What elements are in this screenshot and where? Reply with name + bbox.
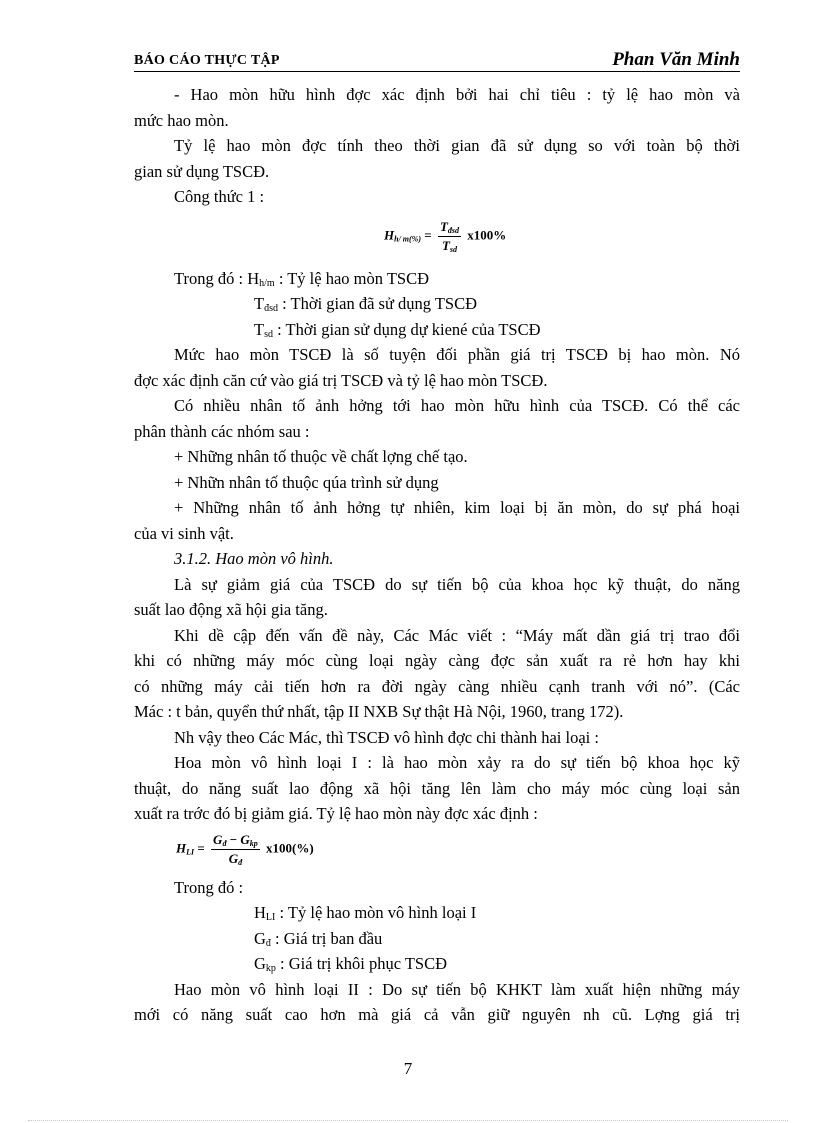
bullet-line: của vi sinh vật. bbox=[134, 523, 234, 543]
formula-2-lhs-sub: LI bbox=[186, 846, 195, 856]
formula-label: Công thức 1 : bbox=[174, 187, 265, 206]
report-title: BÁO CÁO THỰC TẬP bbox=[134, 53, 280, 68]
page-bottom-divider bbox=[28, 1120, 788, 1121]
paragraph-line: Mác : t bản, quyển thứ nhất, tập II NXB Sự thật Hà Nội, 1960, trang 172). bbox=[134, 702, 624, 721]
paragraph-line: thuật, do năng suất lao động xã hội tăng lên làm cho máy móc cùng loại sản bbox=[134, 778, 740, 798]
formula-1-fraction bbox=[438, 218, 461, 255]
definition-line: $T_{đsd}$ : Thời gian đã sử dụng TSCĐ bbox=[254, 294, 478, 314]
formula-1-denominator-sub: sd bbox=[449, 244, 458, 254]
formula-1-denominator: T bbox=[441, 237, 450, 253]
formula-2 bbox=[134, 827, 740, 875]
section-heading: 3.1.2. Hao mòn vô hình. bbox=[174, 549, 334, 568]
definition-intro: Trong đó : bbox=[174, 877, 244, 897]
formula-1-lhs: H bbox=[384, 226, 395, 242]
formula-1-lhs-sub: h/ m(%) bbox=[394, 233, 422, 243]
bullet-line: + Nhữn nhân tố thuộc qúa trình sử dụng bbox=[174, 472, 439, 492]
paragraph-line: Nh vậy theo Các Mác, thì TSCĐ vô hình đợc chi thành hai loại : bbox=[174, 727, 599, 747]
formula-2-tail: x100(%) bbox=[266, 839, 314, 855]
author-name: Phan Văn Minh bbox=[612, 49, 740, 70]
formula-1-tail: x100% bbox=[467, 226, 507, 242]
definition-line: $T_{sd}$ : Thời gian sử dụng dự kiené của TSCĐ bbox=[254, 319, 541, 340]
formula-2-lhs: H bbox=[176, 839, 187, 855]
formula-1-numerator-sub: đsd bbox=[447, 225, 460, 235]
paragraph-line: Tỷ lệ hao mòn đợc tính theo thời gian đã sử dụng so với toàn bộ thời bbox=[174, 136, 740, 155]
paragraph-line: phân thành các nhóm sau : bbox=[134, 421, 310, 441]
paragraph-line: Hoa mòn vô hình loại I : là hao mòn xảy ra do sự tiến bộ khoa học kỹ bbox=[174, 753, 740, 772]
definition-line: $G_đ$ : Giá trị ban đầu bbox=[254, 928, 383, 949]
paragraph-line: Hao mòn vô hình loại II : Do sự tiến bộ KHKT làm xuất hiện những máy bbox=[174, 979, 740, 999]
paragraph-line: có những máy cải tiến hơn ra đời ngày càng nhiều cạnh tranh với nó”. (Các bbox=[134, 676, 740, 696]
paragraph-line: Có nhiều nhân tố ảnh hởng tới hao mòn hữu hình của TSCĐ. Có thể các bbox=[174, 396, 740, 415]
paragraph-line: Khi dề cập đến vấn đề này, Các Mác viết : “Máy mất dần giá trị trao đổi bbox=[174, 625, 740, 645]
paragraph-line: Mức hao mòn TSCĐ là số tuyện đối phần giá trị TSCĐ bị hao mòn. Nó bbox=[174, 345, 740, 364]
page-header bbox=[134, 51, 740, 72]
formula-1-numerator: T bbox=[439, 218, 448, 234]
paragraph-line: mới có năng suất cao hơn mà giá cả vẫn giữ nguyên nh cũ. Lợng giá trị bbox=[134, 1005, 740, 1024]
definition-line: $G_{kp}$ : Giá trị khôi phục TSCĐ bbox=[254, 954, 448, 974]
paragraph-line: mức hao mòn. bbox=[134, 110, 229, 130]
page-body bbox=[134, 82, 740, 1028]
paragraph-line: đợc xác định căn cứ vào giá trị TSCĐ và tỷ lệ hao mòn TSCĐ. bbox=[134, 370, 548, 390]
bullet-line: + Những nhân tố thuộc về chất lợng chế tạo. bbox=[174, 447, 468, 466]
paragraph-line: - Hao mòn hữu hình đợc xác định bởi hai chỉ tiêu : tỷ lệ hao mòn và bbox=[174, 85, 740, 104]
page-number: 7 bbox=[403, 1059, 413, 1078]
paragraph-line: xuất ra trớc đó bị giảm giá. Tỷ lệ hao mòn này đợc xác định : bbox=[134, 804, 538, 823]
formula-2-equals: = bbox=[197, 839, 205, 855]
formula-2-fraction: $\frac{G_đ - G_{kp}}{G_đ}$ bbox=[213, 831, 258, 867]
formula-1 bbox=[134, 210, 740, 266]
paragraph-line: Là sự giảm giá của TSCĐ do sự tiến bộ của khoa học kỹ thuật, do năng bbox=[174, 574, 740, 594]
paragraph-line: khi có những máy móc cùng loại ngày càng đợc sản xuất ra rẻ hơn hay khi bbox=[134, 651, 740, 670]
paragraph-line: suất lao động xã hội gia tăng. bbox=[134, 600, 328, 619]
formula-1-equals: = bbox=[424, 226, 432, 242]
bullet-line: + Những nhân tố ảnh hởng tự nhiên, kim loại bị ăn mòn, do sự phá hoại bbox=[174, 498, 740, 517]
definition-line: Trong đó : $H_{h/m}$ : Tỷ lệ hao mòn TSCĐ bbox=[174, 268, 429, 289]
definition-line: $H_{LI}$ : Tỷ lệ hao mòn vô hình loại I bbox=[254, 903, 477, 923]
paragraph-line: gian sử dụng TSCĐ. bbox=[134, 161, 270, 181]
